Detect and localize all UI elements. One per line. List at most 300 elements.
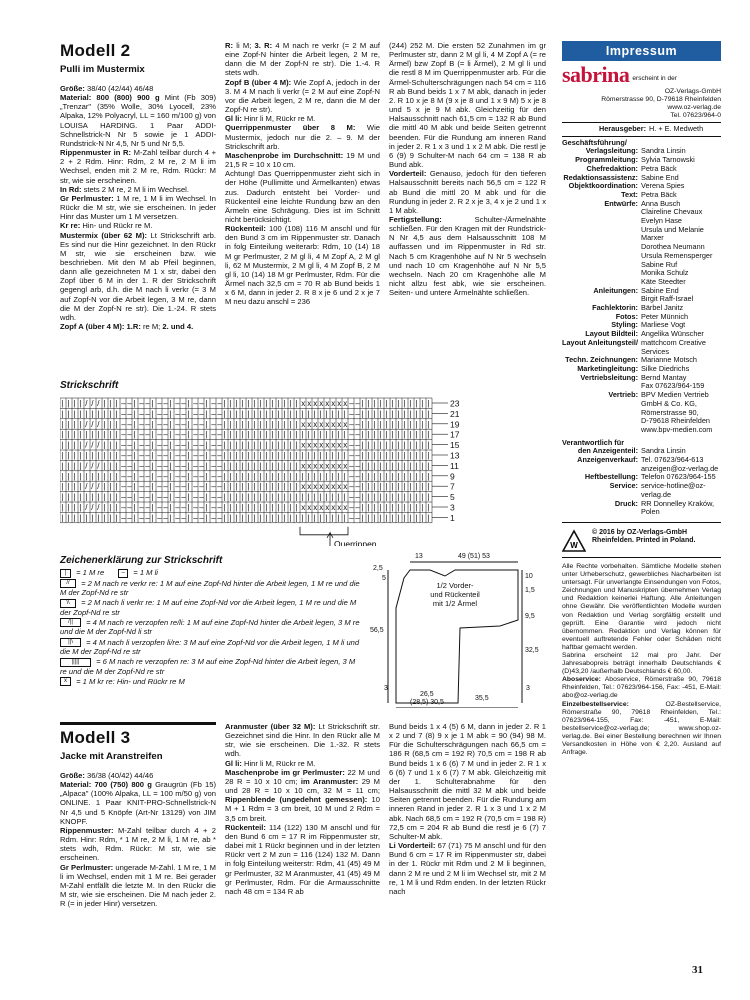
svg-text:x: x <box>301 461 306 471</box>
svg-text:–: – <box>175 409 180 419</box>
svg-text:–: – <box>349 419 354 429</box>
svg-text:|: | <box>289 471 292 481</box>
svg-text:|: | <box>385 471 388 481</box>
staff-role <box>562 417 641 426</box>
svg-text:|: | <box>223 513 226 523</box>
sch-r-10: 10 <box>525 573 533 580</box>
svg-text:|: | <box>397 503 400 512</box>
svg-text:|: | <box>373 451 376 460</box>
sch-l-56-5: 56,5 <box>370 627 384 634</box>
sch-mid-1: 1/2 Vorder-und Rückenteil mit 1/2 Ärmel <box>430 581 480 608</box>
svg-text:|: | <box>223 451 226 460</box>
svg-text:–: – <box>217 430 222 440</box>
svg-text:–: – <box>139 482 144 492</box>
svg-text:|: | <box>151 482 154 492</box>
svg-text:|: | <box>277 430 280 440</box>
svg-text:|: | <box>295 419 298 429</box>
modell2-title: Modell 2 <box>60 41 131 60</box>
svg-text:|: | <box>397 419 400 429</box>
staff-role: Programmleitung: <box>575 155 638 165</box>
svg-text:|: | <box>109 399 112 408</box>
abo-service <box>562 676 721 700</box>
svg-text:|: | <box>187 419 190 429</box>
svg-text:|: | <box>391 409 394 419</box>
staff-name: Sandra Linsin <box>641 446 686 456</box>
svg-text:|: | <box>343 513 346 523</box>
svg-text:|: | <box>169 399 172 408</box>
svg-text:|: | <box>379 482 382 492</box>
svg-text:|: | <box>301 409 304 419</box>
svg-text:|: | <box>415 503 418 512</box>
svg-text:–: – <box>217 503 222 512</box>
svg-text:|: | <box>133 471 136 481</box>
svg-text:|: | <box>253 430 256 440</box>
text: Lt Strickschrift arb. Es sind nur die Hinr gezeichnet. In den Rückr M str, wie sie erscheinen bzw. wie beschrieben. Mit den M ab Pfeil beginnen, dann alle gezeichneten M 1 x str, dabei den Zopf über 6 M in der 1. R der Strickschrift gegengl arb, d.h. die M nach li verkr (= 3 M auf Zopf-N vor die Arbeit legen, 3 M re, dann die M der Zopf-N re str). Die 1.-24. R stets wdh. <box>60 230 216 322</box>
svg-text:–: – <box>145 430 150 440</box>
svg-text:|: | <box>109 461 112 471</box>
svg-text:|: | <box>397 513 400 523</box>
text: Lt Strickschrift str. Gezeichnet sind die Hinr. In den Rückr alle M str, wie sie erscheinen. Die 1.-32. R stets wdh. <box>225 722 380 759</box>
paragraph <box>225 768 380 823</box>
svg-text:|: | <box>205 492 208 502</box>
legend-text: = 1 M kr re: Hin- und Rückr re M <box>74 676 185 686</box>
staff-name: Bernd Mantay <box>641 372 687 382</box>
svg-text:|: | <box>259 503 262 512</box>
svg-text:|: | <box>427 430 430 440</box>
svg-text:x: x <box>319 461 324 471</box>
text: stets 2 M re, 2 M li im Wechsel. <box>81 184 189 194</box>
svg-text:|: | <box>187 430 190 440</box>
svg-text:–: – <box>217 451 222 460</box>
paragraph <box>225 114 380 123</box>
label: 3. R: <box>254 41 273 50</box>
svg-text:–: – <box>175 419 180 429</box>
svg-text:|: | <box>283 419 286 429</box>
svg-text:|: | <box>331 430 334 440</box>
svg-text:x: x <box>337 461 342 471</box>
svg-text:–: – <box>193 451 198 460</box>
svg-text:|: | <box>151 492 154 502</box>
address-line: OZ-Verlags-GmbH <box>664 88 721 95</box>
svg-text:|: | <box>73 471 76 481</box>
svg-text:/: / <box>91 482 94 492</box>
svg-text:–: – <box>163 503 168 512</box>
svg-text:–: – <box>217 471 222 481</box>
modell3-col2-text <box>225 722 380 896</box>
svg-text:|: | <box>235 409 238 419</box>
svg-text:|: | <box>241 482 244 492</box>
staff-role <box>562 426 641 435</box>
svg-text:|: | <box>253 419 256 429</box>
paragraph <box>389 722 546 841</box>
legend-item <box>60 598 360 617</box>
svg-text:–: – <box>199 492 204 502</box>
svg-text:|: | <box>361 482 364 492</box>
svg-text:|: | <box>397 430 400 440</box>
staff-name: Sabine Ruf <box>641 259 678 269</box>
svg-text:|: | <box>61 461 64 471</box>
paragraph <box>225 151 380 169</box>
svg-text:|: | <box>265 409 268 419</box>
staff-name: Römerstrasse 90, <box>641 407 699 417</box>
svg-text:–: – <box>157 482 162 492</box>
svg-text:|: | <box>265 440 268 450</box>
staff-row <box>562 226 721 243</box>
svg-text:|: | <box>97 513 100 523</box>
svg-text:|: | <box>361 409 364 419</box>
svg-text:|: | <box>367 482 370 492</box>
svg-text:–: – <box>127 409 132 419</box>
svg-text:|: | <box>61 471 64 481</box>
svg-text:|: | <box>277 419 280 429</box>
svg-text:|: | <box>319 471 322 481</box>
svg-text:|: | <box>265 461 268 471</box>
svg-text:–: – <box>211 399 216 408</box>
svg-text:|: | <box>367 399 370 408</box>
svg-text:–: – <box>175 451 180 460</box>
svg-text:|: | <box>241 440 244 450</box>
svg-text:|: | <box>103 492 106 502</box>
svg-text:|: | <box>415 430 418 440</box>
svg-text:|: | <box>361 503 364 512</box>
svg-text:|: | <box>229 461 232 471</box>
impressum-header: Impressum <box>562 41 721 61</box>
svg-text:x: x <box>331 503 336 512</box>
knitting-chart <box>60 396 490 551</box>
svg-text:/: / <box>97 461 100 471</box>
svg-text:–: – <box>127 471 132 481</box>
svg-text:|: | <box>283 440 286 450</box>
impressum <box>562 41 721 757</box>
svg-text:|: | <box>133 419 136 429</box>
svg-text:|: | <box>103 482 106 492</box>
text: Hinr li M, Rückr re M. <box>241 758 316 768</box>
modell2-col1-text <box>60 84 216 331</box>
svg-text:|: | <box>169 409 172 419</box>
staff-role: Styling: <box>611 320 638 330</box>
svg-text:|: | <box>421 430 424 440</box>
paragraph <box>225 759 380 768</box>
svg-text:|: | <box>313 430 316 440</box>
svg-text:|: | <box>271 482 274 492</box>
svg-text:|: | <box>241 513 244 523</box>
sch-b-35-5: 35,5 <box>475 695 489 702</box>
svg-text:|: | <box>409 503 412 512</box>
svg-text:|: | <box>277 399 280 408</box>
svg-text:–: – <box>175 430 180 440</box>
paragraph <box>389 215 546 297</box>
svg-text:|: | <box>427 399 430 408</box>
svg-text:x: x <box>319 482 324 492</box>
svg-text:|: | <box>91 451 94 460</box>
svg-text:|: | <box>133 513 136 523</box>
label: Kr re: <box>60 221 81 231</box>
single-label: Einzelbestellservice: <box>562 700 629 708</box>
svg-text:|: | <box>373 399 376 408</box>
svg-text:|: | <box>319 409 322 419</box>
svg-text:–: – <box>127 513 132 523</box>
svg-text:x: x <box>343 461 348 471</box>
svg-text:|: | <box>427 503 430 512</box>
svg-text:|: | <box>247 503 250 512</box>
svg-text:|: | <box>115 430 118 440</box>
svg-text:|: | <box>319 513 322 523</box>
svg-text:|: | <box>397 482 400 492</box>
label: Rippenmuster in R: <box>60 148 132 158</box>
single-order-service <box>562 701 721 758</box>
svg-text:|: | <box>169 471 172 481</box>
svg-text:|: | <box>235 461 238 471</box>
svg-text:|: | <box>337 451 340 460</box>
svg-text:|: | <box>247 471 250 481</box>
svg-text:|: | <box>307 492 310 502</box>
svg-text:|: | <box>205 461 208 471</box>
svg-text:/: / <box>91 399 94 408</box>
svg-text:|: | <box>409 492 412 502</box>
svg-text:–: – <box>349 440 354 450</box>
svg-text:|: | <box>313 492 316 502</box>
legal-notice: Alle Rechte vorbehalten. Sämtliche Modelle stehen unter Urheberschutz, gewerbliches Nacharbeiten ist untersagt. Für unverlangte Einsendungen von Fotos, Zeichnungen und Manuskripten übernehmen Verlag und Redaktion keinerlei Haftung. Alle Anleitungen ohne Gewähr. Die veröffentlichten Modelle wurden von Redaktion und Verlag sorgfältig erstellt und geprüft. Eine Garantie wird jedoch nicht übernommen. Redaktion und Verlag können für eventuell auftretende Fehler oder Schäden nicht haftbar gemacht werden. <box>562 562 721 651</box>
svg-text:|: | <box>283 409 286 419</box>
svg-text:|: | <box>169 430 172 440</box>
chart-row-number: 3 <box>450 502 455 513</box>
svg-text:|: | <box>367 513 370 523</box>
svg-text:|: | <box>403 409 406 419</box>
svg-text:|: | <box>337 471 340 481</box>
abo-text: Aboservice, Römerstraße 90, 79618 Rheinfelden, Tel.: 07623/964-156, Fax: -451, E-Mail: abo@oz-verlag.de <box>562 676 721 700</box>
svg-text:|: | <box>223 503 226 512</box>
publisher-row <box>562 125 721 134</box>
svg-text:x: x <box>313 503 318 512</box>
svg-text:|: | <box>271 451 274 460</box>
staff-name: RR Donnelley Kraków, Polen <box>641 498 715 517</box>
text: 38/40 (42/44) 46/48 <box>84 84 154 93</box>
paragraph <box>60 231 216 323</box>
legend-symbol: ||||| <box>60 658 91 667</box>
staff-name: Sabine End <box>641 172 679 182</box>
publisher-address <box>562 88 721 120</box>
staff-row <box>562 339 721 356</box>
label: Li Vorderteil: <box>389 841 436 851</box>
svg-text:–: – <box>349 409 354 419</box>
paragraph <box>60 221 216 230</box>
svg-text:|: | <box>259 451 262 460</box>
modell3-col2 <box>225 722 380 896</box>
text: Hinr li M, Rückr re M. <box>241 114 316 124</box>
label: Rückenteil: <box>225 822 266 832</box>
svg-text:|: | <box>391 451 394 460</box>
svg-text:–: – <box>145 513 150 523</box>
svg-text:–: – <box>163 419 168 429</box>
svg-text:–: – <box>127 482 132 492</box>
svg-text:–: – <box>139 503 144 512</box>
svg-text:|: | <box>391 513 394 523</box>
svg-text:|: | <box>397 492 400 502</box>
svg-text:|: | <box>385 513 388 523</box>
svg-text:|: | <box>73 440 76 450</box>
svg-text:–: – <box>211 430 216 440</box>
svg-text:|: | <box>343 471 346 481</box>
svg-text:–: – <box>157 503 162 512</box>
svg-text:|: | <box>205 430 208 440</box>
svg-text:x: x <box>319 440 324 450</box>
staff-name: service-hotline@oz-verlag.de <box>641 481 706 499</box>
svg-text:x: x <box>343 482 348 492</box>
modell3-subtitle: Jacke mit Aranstreifen <box>60 751 163 762</box>
svg-text:–: – <box>121 409 126 419</box>
text: 19 M und 21,5 R = 10 x 10 cm. <box>225 150 380 170</box>
svg-text:–: – <box>139 419 144 429</box>
staff-role: Vertriebsleitung: <box>580 372 638 382</box>
svg-text:|: | <box>61 409 64 419</box>
svg-text:|: | <box>73 513 76 523</box>
svg-text:|: | <box>361 513 364 523</box>
svg-text:|: | <box>283 430 286 440</box>
staff-role <box>562 400 641 409</box>
paragraph <box>60 93 216 148</box>
text: 67 (71) 75 M anschl und für den Bund 6 cm = 17 R im Rippenmuster str, dabei in der 1. Rückr mit Rdm und 2 M li beginnen, dann 2 M re und 2 M li im Wechsel str, mit 2 M re, 1 M li und Rdm enden. In der letzten Rückr nach <box>389 841 546 896</box>
svg-text:x: x <box>343 419 348 429</box>
svg-text:|: | <box>79 399 82 408</box>
svg-text:|: | <box>259 419 262 429</box>
svg-text:–: – <box>157 513 162 523</box>
separator <box>562 522 721 523</box>
svg-text:|: | <box>247 492 250 502</box>
svg-text:–: – <box>181 503 186 512</box>
chart-row-number: 21 <box>450 408 460 419</box>
svg-text:–: – <box>139 430 144 440</box>
svg-text:|: | <box>391 492 394 502</box>
svg-text:x: x <box>307 419 312 429</box>
svg-text:|: | <box>73 492 76 502</box>
svg-text:|: | <box>295 409 298 419</box>
legend-symbol: – <box>118 569 128 578</box>
svg-text:|: | <box>187 440 190 450</box>
svg-text:|: | <box>103 471 106 481</box>
svg-text:|: | <box>307 471 310 481</box>
svg-text:–: – <box>193 399 198 408</box>
svg-text:|: | <box>415 440 418 450</box>
copyright-line1: © 2016 by OZ-Verlags-GmbH <box>592 528 688 536</box>
svg-text:–: – <box>157 419 162 429</box>
svg-text:|: | <box>235 503 238 512</box>
svg-text:|: | <box>205 409 208 419</box>
legend-text: = 2 M nach li verkr re: 1 M auf eine Zopf-Nd vor die Arbeit legen, 1 M re und die M der Zopf-Nd re str <box>60 598 357 617</box>
svg-text:|: | <box>151 440 154 450</box>
svg-text:–: – <box>127 399 132 408</box>
svg-text:|: | <box>343 492 346 502</box>
label: Aranmuster (über 32 M): <box>225 722 316 731</box>
label: Vorderteil: <box>389 169 427 179</box>
svg-text:–: – <box>355 430 360 440</box>
ad-list <box>562 447 721 517</box>
svg-text:|: | <box>67 492 70 502</box>
svg-text:|: | <box>403 503 406 512</box>
legend-text: = 4 M nach re verzopfen re/li: 1 M auf eine Zopf-Nd hinter die Arbeit legen, 3 M re und die M der Zopf-Nd li str <box>60 617 360 637</box>
svg-text:|: | <box>385 430 388 440</box>
svg-text:|: | <box>283 451 286 460</box>
svg-text:|: | <box>259 461 262 471</box>
svg-text:|: | <box>259 513 262 523</box>
label: R: <box>225 41 234 50</box>
svg-text:|: | <box>295 461 298 471</box>
sch-r-1-5: 1,5 <box>525 587 535 594</box>
svg-text:|: | <box>367 471 370 481</box>
chart-row-number: 13 <box>450 450 460 461</box>
staff-name: mattchcom Creative Services <box>641 337 706 356</box>
svg-text:|: | <box>361 492 364 502</box>
svg-text:|: | <box>115 503 118 512</box>
paragraph <box>225 169 380 224</box>
svg-text:x: x <box>313 399 318 408</box>
svg-text:–: – <box>181 461 186 471</box>
svg-text:|: | <box>97 430 100 440</box>
svg-text:|: | <box>61 482 64 492</box>
svg-text:–: – <box>355 503 360 512</box>
staff-name: GmbH & Co. KG, <box>641 398 697 408</box>
svg-text:|: | <box>103 419 106 429</box>
svg-text:|: | <box>301 513 304 523</box>
svg-text:–: – <box>163 471 168 481</box>
chart-row-number: 1 <box>450 512 455 523</box>
svg-text:|: | <box>109 451 112 460</box>
svg-text:|: | <box>391 471 394 481</box>
svg-text:|: | <box>325 409 328 419</box>
svg-text:–: – <box>163 451 168 460</box>
svg-text:–: – <box>145 503 150 512</box>
svg-text:|: | <box>265 482 268 492</box>
modell3-rule <box>60 722 216 725</box>
staff-role: Anleitungen: <box>593 285 638 295</box>
svg-text:x: x <box>331 419 336 429</box>
svg-text:|: | <box>385 399 388 408</box>
label: Gl li: <box>225 114 242 124</box>
staff-role: Fachlektorin: <box>592 303 638 313</box>
legend-symbol: x <box>60 677 71 686</box>
svg-text:|: | <box>367 409 370 419</box>
svg-text:–: – <box>349 461 354 471</box>
paragraph <box>389 41 546 169</box>
svg-text:|: | <box>133 461 136 471</box>
svg-text:|: | <box>325 430 328 440</box>
svg-text:|: | <box>331 513 334 523</box>
svg-text:|: | <box>415 399 418 408</box>
sch-b-26-5: 26,5 <box>420 691 434 698</box>
svg-text:|: | <box>379 471 382 481</box>
svg-text:–: – <box>175 482 180 492</box>
staff-name: Angelika Wünscher <box>641 329 704 339</box>
svg-text:|: | <box>283 492 286 502</box>
svg-text:–: – <box>211 409 216 419</box>
svg-text:|: | <box>109 471 112 481</box>
sch-b-3r: 3 <box>526 685 530 692</box>
text: 114 (122) 130 M anschl und für den Bund 6 cm = 17 R im Rippenmuster str, dabei mit 1 Rückr beginnen und in der letzten Rückr vert 2 M zun = 116 (124) 132 M. Dann in folg Einteilung weiterstr: Rdm, 41 (45) 49 M gr Perlmuster, 32 M Aranmuster, 41 (45) 49 M gr Perlmuster, Rdm. Für die Armausschnitte nach 48 cm = 134 R ab <box>225 822 380 896</box>
svg-text:–: – <box>199 471 204 481</box>
staff-row <box>562 482 721 499</box>
staff-name: Peter Münnich <box>641 311 689 321</box>
svg-text:–: – <box>355 409 360 419</box>
paragraph <box>389 841 546 896</box>
svg-text:|: | <box>247 399 250 408</box>
label: 2. und 4. <box>162 322 194 332</box>
svg-text:|: | <box>79 492 82 502</box>
svg-text:|: | <box>205 451 208 460</box>
svg-text:|: | <box>187 451 190 460</box>
svg-text:|: | <box>103 409 106 419</box>
svg-text:/: / <box>97 440 100 450</box>
svg-text:|: | <box>403 451 406 460</box>
svg-text:|: | <box>289 419 292 429</box>
